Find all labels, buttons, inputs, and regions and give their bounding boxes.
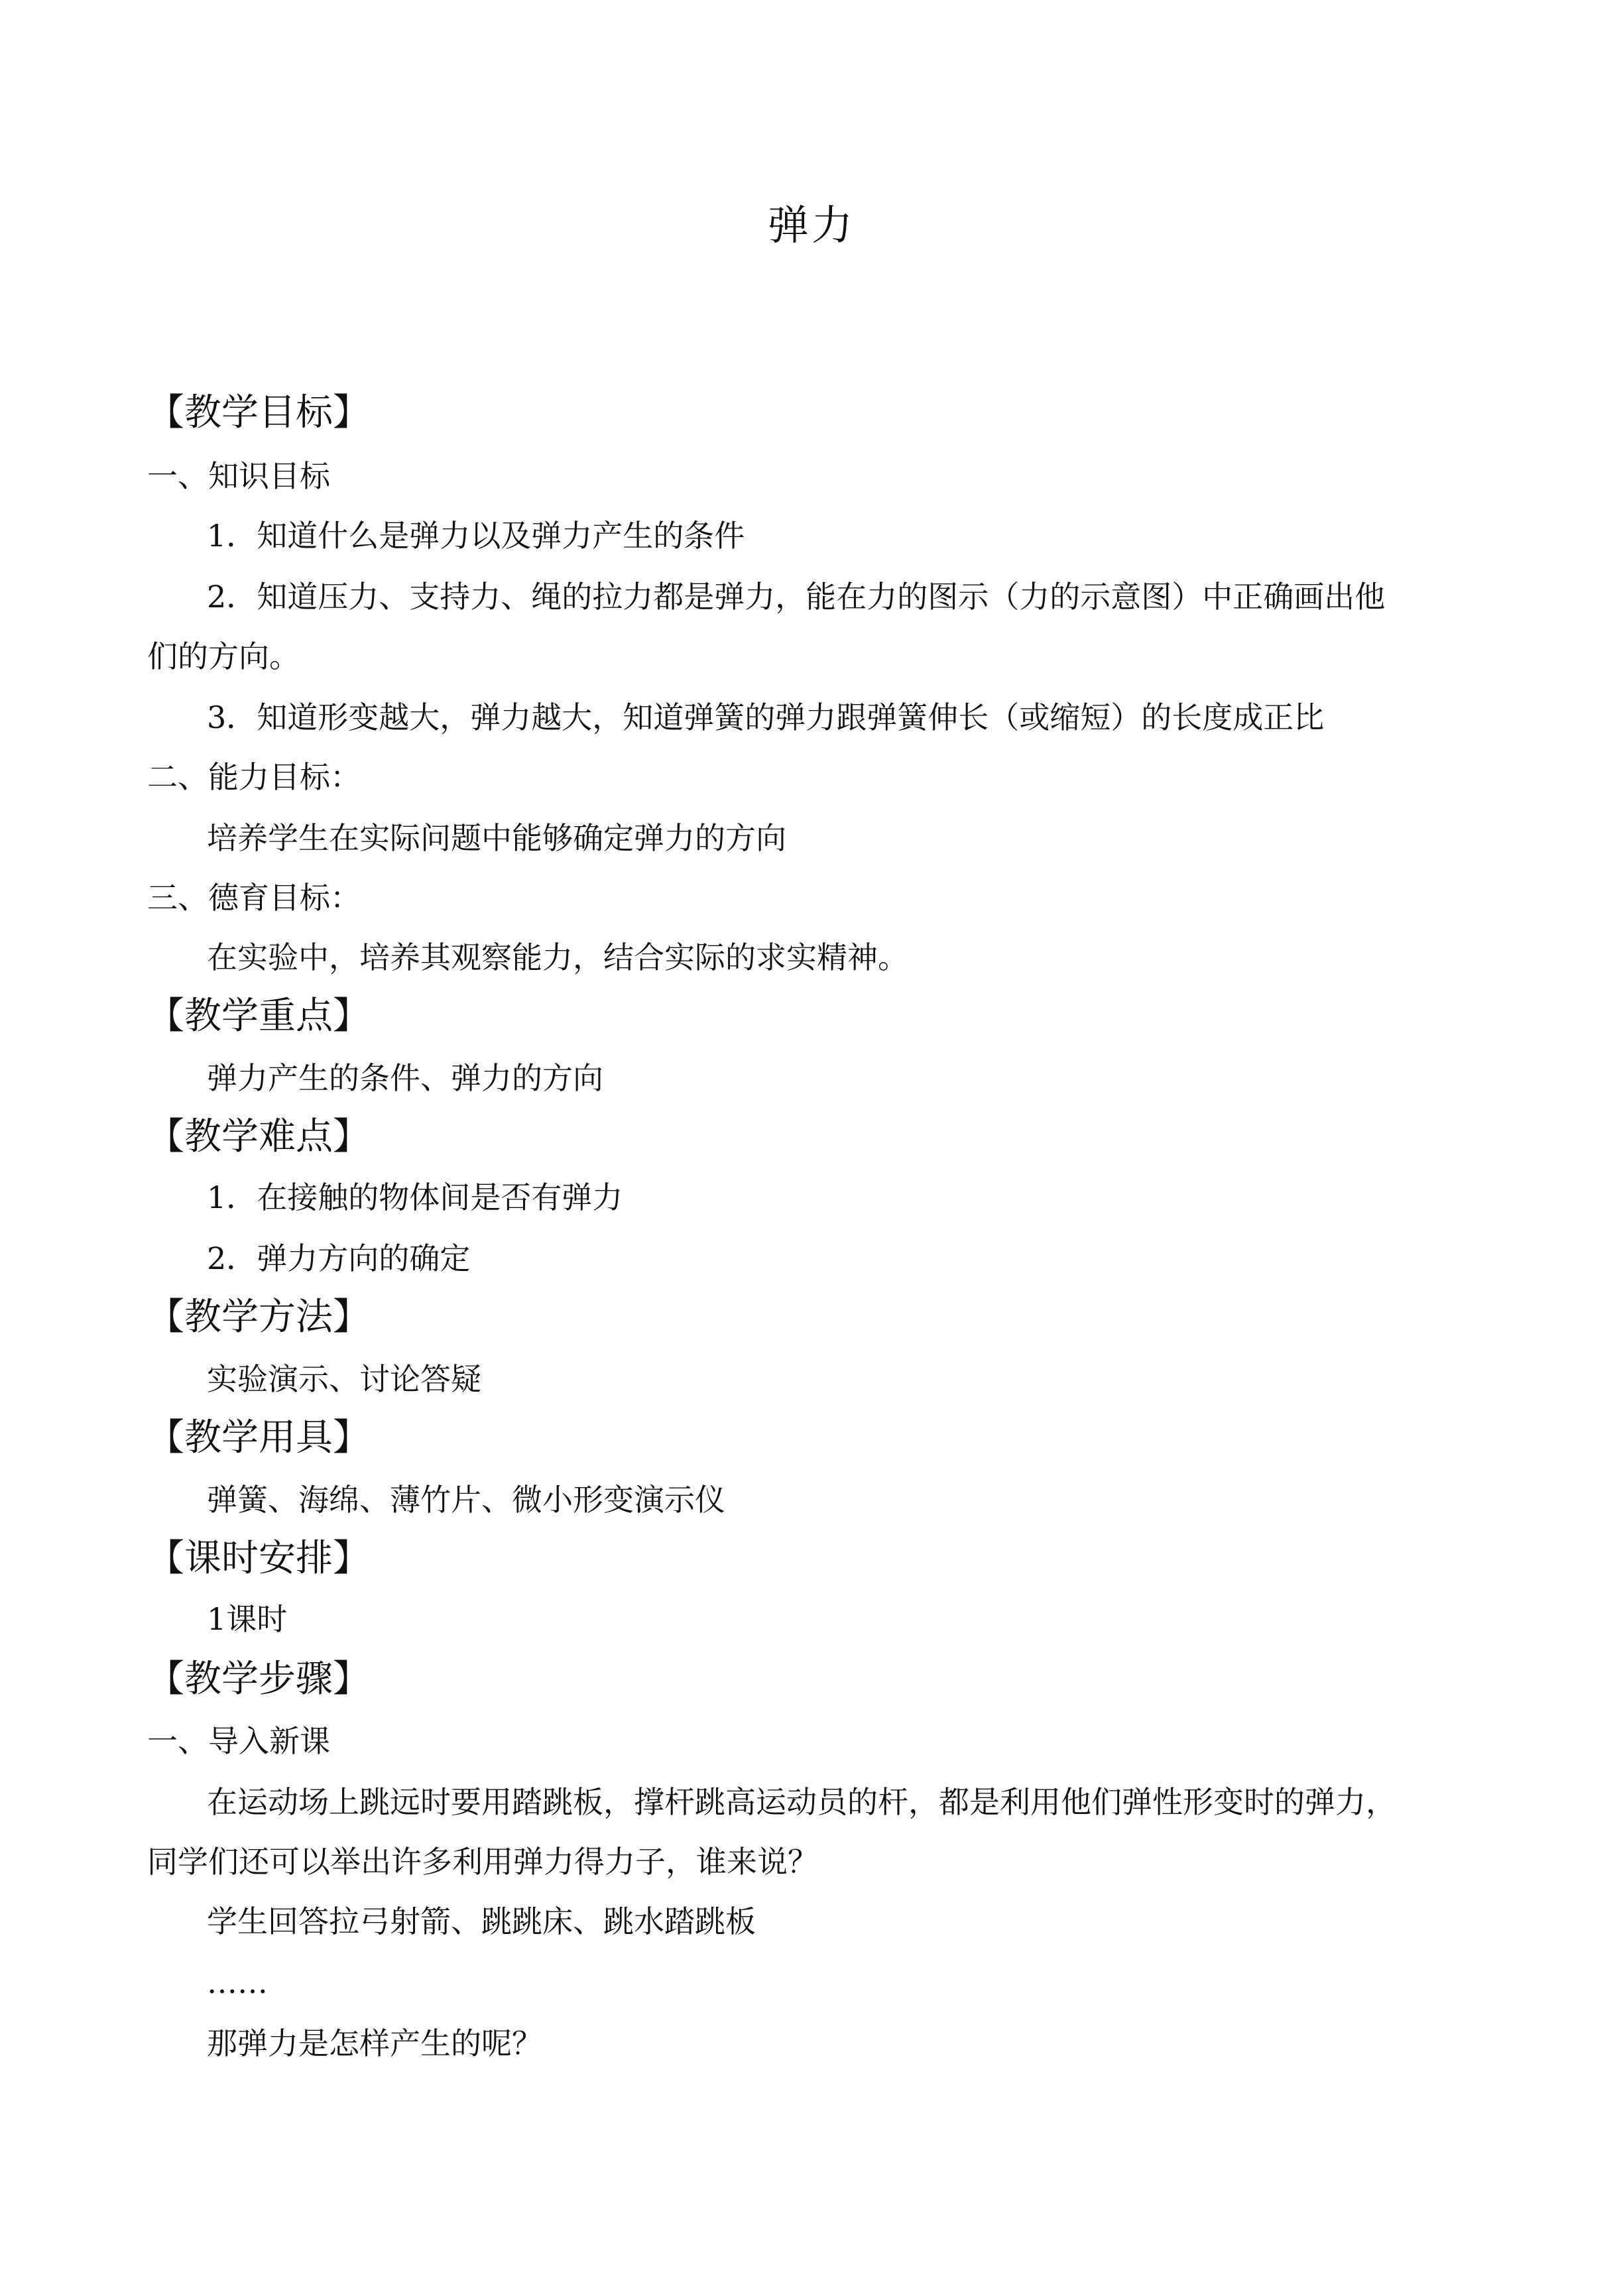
subheading-knowledge: 一、知识目标 xyxy=(147,458,330,494)
knowledge-item-2-line-1: 2．知道压力、支持力、绳的拉力都是弹力，能在力的图示（力的示意图）中正确画出他 xyxy=(207,579,1386,615)
subheading-intro: 一、导入新课 xyxy=(147,1723,330,1759)
moral-text: 在实验中，培养其观察能力，结合实际的求实精神。 xyxy=(207,939,908,975)
intro-answer: 学生回答拉弓射箭、跳跳床、跳水踏跳板 xyxy=(207,1903,756,1939)
tools-text: 弹簧、海绵、薄竹片、微小形变演示仪 xyxy=(207,1482,725,1518)
knowledge-item-2-line-2: 们的方向。 xyxy=(147,638,300,674)
difficulty-item-1: 1．在接触的物体间是否有弹力 xyxy=(207,1179,623,1215)
intro-paragraph-line-2: 同学们还可以举出许多利用弹力得力子，谁来说？ xyxy=(147,1844,818,1880)
heading-methods: 【教学方法】 xyxy=(147,1296,370,1339)
schedule-text: 1课时 xyxy=(207,1601,288,1637)
heading-schedule: 【课时安排】 xyxy=(147,1537,370,1580)
heading-difficulties: 【教学难点】 xyxy=(147,1115,370,1158)
intro-question: 那弹力是怎样产生的呢？ xyxy=(207,2025,542,2061)
knowledge-item-1: 1．知道什么是弹力以及弹力产生的条件 xyxy=(207,518,745,554)
difficulty-item-2: 2．弹力方向的确定 xyxy=(207,1240,471,1276)
heading-key-points: 【教学重点】 xyxy=(147,995,370,1038)
heading-steps: 【教学步骤】 xyxy=(147,1658,370,1701)
knowledge-item-3: 3．知道形变越大，弹力越大，知道弹簧的弹力跟弹簧伸长（或缩短）的长度成正比 xyxy=(207,699,1325,735)
document-title: 弹力 xyxy=(767,201,855,249)
methods-text: 实验演示、讨论答疑 xyxy=(207,1361,481,1397)
intro-paragraph-line-1: 在运动场上跳远时要用踏跳板，撑杆跳高运动员的杆，都是利用他们弹性形变时的弹力， xyxy=(207,1784,1396,1820)
subheading-moral: 三、德育目标： xyxy=(147,880,361,916)
heading-tools: 【教学用具】 xyxy=(147,1416,370,1459)
ability-text: 培养学生在实际问题中能够确定弹力的方向 xyxy=(207,820,786,856)
key-points-text: 弹力产生的条件、弹力的方向 xyxy=(207,1060,603,1096)
heading-objectives: 【教学目标】 xyxy=(147,391,370,434)
intro-ellipsis: …… xyxy=(207,1964,268,2000)
subheading-ability: 二、能力目标： xyxy=(147,759,361,795)
